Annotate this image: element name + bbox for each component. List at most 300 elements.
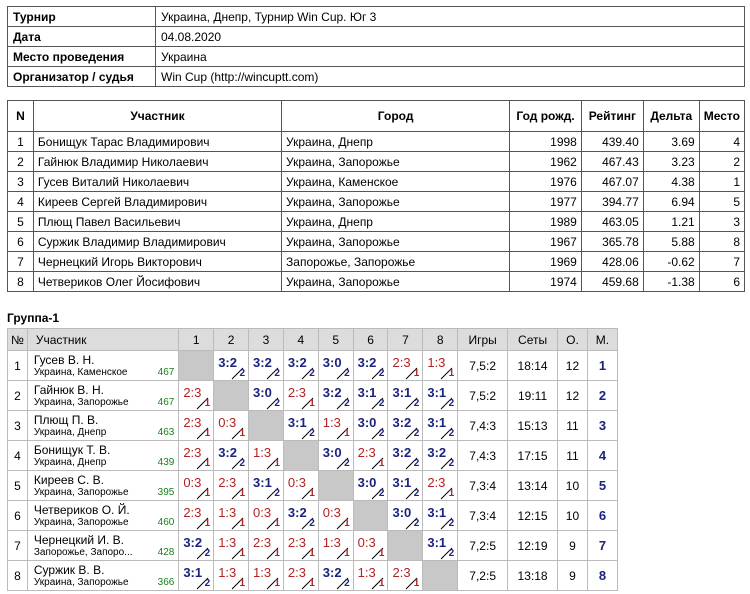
group-row [8,411,618,441]
player-rating: 467 [157,367,175,378]
match-points: 1 [413,368,420,379]
player-city: Украина, Запорожье [33,397,129,408]
group-header: 1 [179,329,214,351]
participant-cell: 1967 [510,232,582,252]
match-score: 0:3 [357,535,376,550]
match-points: 2 [378,428,385,439]
match-score: 3:0 [322,355,342,370]
match-score: 3:0 [392,505,412,520]
match-cell [388,441,423,471]
group-header: 4 [283,329,318,351]
participant-cell: 4.38 [643,172,699,192]
player-name: Гусев В. Н. [33,353,95,367]
participant-cell: 4 [8,192,34,212]
match-cell [423,531,458,561]
player-city: Украина, Каменское [33,367,128,378]
match-score: 3:2 [218,355,237,370]
group-header: 8 [423,329,458,351]
match-score: 0:3 [287,475,306,490]
player-rating: 439 [157,457,175,468]
match-score: 3:1 [427,415,447,430]
participant-cell: 394.77 [581,192,643,212]
participant-cell: 7 [699,252,744,272]
match-score: 1:3 [218,565,237,580]
match-points: 1 [378,548,385,559]
group-place: 4 [587,441,617,471]
match-score: 3:1 [392,385,412,400]
match-points: 2 [413,458,420,469]
group-row [8,351,618,381]
group-header: Сеты [508,329,558,351]
participant-cell: 6.94 [643,192,699,212]
match-points: 2 [448,548,455,559]
group-player [27,381,178,411]
participant-cell: 1976 [510,172,582,192]
match-cell [214,351,249,381]
match-points: 2 [344,578,350,589]
match-score: 1:3 [322,535,341,550]
group-games: 7,5:2 [458,351,508,381]
participant-cell: 1962 [510,152,582,172]
group-points: 10 [558,471,588,501]
match-cell [179,381,214,411]
match-points: 1 [344,518,350,529]
group-player [27,471,178,501]
participants-table [7,100,745,292]
player-rating: 395 [157,487,175,498]
player-name: Киреев С. В. [33,473,104,487]
match-score: 3:1 [427,505,447,520]
player-rating: 467 [157,397,175,408]
info-value: Win Cup (http://wincuptt.com) [156,67,745,87]
participant-cell: Украина, Каменское [282,172,510,192]
group-row-number: 5 [8,471,28,501]
participant-row [8,152,745,172]
info-row [8,47,745,67]
player-name: Плющ П. В. [33,413,99,427]
info-label: Место проведения [8,47,156,67]
tournament-info-table [7,6,745,87]
match-score: 3:2 [427,445,447,460]
match-points: 2 [448,458,455,469]
match-cell [423,501,458,531]
match-score: 1:3 [218,535,237,550]
match-cell [388,501,423,531]
match-score: 2:3 [287,565,306,580]
match-score: 3:1 [183,565,203,580]
match-score: 3:0 [357,475,377,490]
match-cell [214,411,249,441]
group-player [27,411,178,441]
match-cell [249,561,284,591]
participant-cell: -1.38 [643,272,699,292]
group-place: 8 [587,561,617,591]
match-points: 2 [344,398,350,409]
participant-cell: 3.23 [643,152,699,172]
match-points: 2 [274,398,280,409]
participant-cell: 8 [699,232,744,252]
match-cell [283,561,318,591]
participant-row [8,132,745,152]
match-cell [388,351,423,381]
info-value: 04.08.2020 [156,27,745,47]
participant-cell: 1.21 [643,212,699,232]
player-rating: 428 [157,547,175,558]
group-row-number: 4 [8,441,28,471]
group-row-number: 7 [8,531,28,561]
match-points: 2 [204,578,211,589]
match-cell [179,411,214,441]
participant-cell: 2 [8,152,34,172]
match-cell [249,471,284,501]
group-place: 1 [587,351,617,381]
participant-cell: 1 [8,132,34,152]
participant-cell: 3 [8,172,34,192]
match-cell [179,501,214,531]
match-score: 1:3 [357,565,376,580]
group-header: 3 [249,329,284,351]
match-points: 2 [344,368,350,379]
participant-cell: 5 [8,212,34,232]
match-cell [283,471,318,501]
group-games: 7,3:4 [458,501,508,531]
match-points: 1 [204,488,211,499]
match-points: 1 [274,518,280,529]
diagonal-cell [283,441,318,471]
match-points: 2 [204,548,211,559]
group-header: М. [587,329,617,351]
info-row [8,27,745,47]
participant-cell: 1974 [510,272,582,292]
participant-cell: Чернецкий Игорь Викторович [33,252,281,272]
match-score: 2:3 [183,415,202,430]
match-cell [423,381,458,411]
participant-cell: Плющ Павел Васильевич [33,212,281,232]
match-points: 1 [413,578,420,589]
info-row [8,67,745,87]
player-city: Украина, Запорожье [33,487,129,498]
match-cell [318,441,353,471]
match-score: 2:3 [183,505,202,520]
group-header: Игры [458,329,508,351]
participant-cell: 1977 [510,192,582,212]
match-points: 1 [274,578,280,589]
match-points: 2 [309,368,315,379]
match-score: 3:2 [322,385,342,400]
match-points: 1 [448,368,455,379]
group-points: 11 [558,441,588,471]
diagonal-cell [249,411,284,441]
match-score: 1:3 [427,355,446,370]
match-cell [423,441,458,471]
participant-cell: -0.62 [643,252,699,272]
match-cell [249,531,284,561]
match-score: 0:3 [322,505,341,520]
match-score: 0:3 [183,475,202,490]
group-sets: 19:11 [508,381,558,411]
match-points: 2 [378,398,385,409]
match-score: 3:2 [218,445,237,460]
group-points: 9 [558,561,588,591]
match-score: 3:2 [287,505,307,520]
info-label: Дата [8,27,156,47]
match-cell [283,531,318,561]
match-cell [214,471,249,501]
match-points: 1 [378,458,385,469]
match-cell [388,471,423,501]
match-score: 2:3 [183,445,202,460]
match-cell [214,501,249,531]
match-score: 1:3 [218,505,237,520]
group-sets: 13:14 [508,471,558,501]
group-games: 7,3:4 [458,471,508,501]
group-player [27,441,178,471]
match-score: 3:1 [287,415,307,430]
match-cell [388,561,423,591]
match-points: 2 [274,368,280,379]
match-points: 2 [448,518,455,529]
group-place: 7 [587,531,617,561]
match-score: 3:1 [357,385,377,400]
match-score: 1:3 [253,565,272,580]
participant-cell: 428.06 [581,252,643,272]
match-score: 3:2 [357,355,377,370]
group-games: 7,4:3 [458,411,508,441]
participant-cell: Киреев Сергей Владимирович [33,192,281,212]
participant-cell: 2 [699,152,744,172]
group-sets: 15:13 [508,411,558,441]
participant-cell: Украина, Днепр [282,132,510,152]
participant-cell: 1998 [510,132,582,152]
group-row [8,441,618,471]
match-score: 2:3 [392,565,411,580]
match-points: 1 [274,548,280,559]
match-score: 0:3 [253,505,272,520]
match-score: 2:3 [357,445,376,460]
group-header: 7 [388,329,423,351]
player-name: Бонищук Т. В. [33,443,111,457]
group-row [8,471,618,501]
diagonal-cell [318,471,353,501]
participant-cell: 1989 [510,212,582,232]
player-city: Украина, Запорожье [33,517,129,528]
participant-row [8,252,745,272]
player-city: Украина, Днепр [33,457,107,468]
group-games: 7,2:5 [458,531,508,561]
match-points: 2 [448,428,455,439]
group-games: 7,5:2 [458,381,508,411]
match-points: 2 [274,488,280,499]
match-cell [353,471,388,501]
group-header: 6 [353,329,388,351]
match-cell [318,531,353,561]
group-points: 10 [558,501,588,531]
participant-cell: 467.43 [581,152,643,172]
info-value: Украина [156,47,745,67]
match-points: 1 [204,398,211,409]
match-cell [214,441,249,471]
match-score: 3:2 [183,535,203,550]
participant-cell: 5 [699,192,744,212]
group-header: О. [558,329,588,351]
player-name: Суржик В. В. [33,563,105,577]
match-cell [249,501,284,531]
match-score: 3:1 [427,535,447,550]
match-points: 1 [309,398,315,409]
match-score: 3:2 [322,565,342,580]
match-points: 2 [239,368,246,379]
group-player [27,531,178,561]
match-score: 3:2 [253,355,272,370]
participants-header: Участник [33,101,281,132]
group-row-number: 8 [8,561,28,591]
group-place: 3 [587,411,617,441]
match-cell [283,501,318,531]
match-score: 2:3 [253,535,272,550]
match-cell [179,561,214,591]
participants-header: N [8,101,34,132]
group-sets: 17:15 [508,441,558,471]
diagonal-cell [353,501,388,531]
diagonal-cell [388,531,423,561]
player-city: Украина, Днепр [33,427,107,438]
participant-cell: 3.69 [643,132,699,152]
participant-cell: 439.40 [581,132,643,152]
group-header: № [8,329,28,351]
participant-cell: Запорожье, Запорожье [282,252,510,272]
match-cell [179,471,214,501]
info-row [8,7,745,27]
match-cell [318,381,353,411]
participant-row [8,212,745,232]
participant-cell: Гусев Виталий Николаевич [33,172,281,192]
participant-cell: Четвериков Олег Йосифович [33,272,281,292]
match-score: 3:1 [392,475,412,490]
match-cell [179,531,214,561]
match-score: 0:3 [218,415,237,430]
participant-cell: 7 [8,252,34,272]
match-points: 2 [413,518,420,529]
participant-row [8,272,745,292]
match-cell [388,381,423,411]
match-cell [249,351,284,381]
group-points: 9 [558,531,588,561]
match-cell [283,411,318,441]
match-points: 2 [344,458,350,469]
match-points: 1 [448,488,455,499]
player-name: Гайнюк В. Н. [33,383,104,397]
match-cell [283,381,318,411]
participant-cell: 8 [8,272,34,292]
match-points: 1 [274,458,280,469]
match-score: 2:3 [183,385,202,400]
match-score: 3:1 [253,475,272,490]
group-row [8,381,618,411]
group-title: Группа-1 [7,311,60,325]
match-cell [318,561,353,591]
match-points: 2 [309,518,315,529]
diagonal-cell [179,351,214,381]
group-grid [7,328,618,591]
match-score: 3:2 [287,355,307,370]
player-name: Чернецкий И. В. [33,533,125,547]
match-points: 2 [239,458,246,469]
participant-cell: 4 [699,132,744,152]
match-points: 2 [309,428,315,439]
participant-cell: 1969 [510,252,582,272]
diagonal-cell [214,381,249,411]
match-score: 3:2 [392,415,412,430]
match-cell [214,561,249,591]
group-player [27,561,178,591]
group-row-number: 6 [8,501,28,531]
participant-row [8,232,745,252]
match-score: 3:0 [253,385,272,400]
group-row-number: 3 [8,411,28,441]
match-cell [249,381,284,411]
match-score: 2:3 [287,385,306,400]
group-sets: 12:15 [508,501,558,531]
match-cell [423,471,458,501]
match-points: 2 [378,488,385,499]
match-points: 1 [309,548,315,559]
match-points: 2 [413,428,420,439]
participant-row [8,172,745,192]
participant-cell: 467.07 [581,172,643,192]
participant-cell: 1 [699,172,744,192]
group-row [8,531,618,561]
match-cell [283,351,318,381]
match-cell [423,411,458,441]
participant-cell: 6 [8,232,34,252]
match-points: 1 [344,548,350,559]
group-points: 12 [558,351,588,381]
participant-cell: 3 [699,212,744,232]
group-sets: 13:18 [508,561,558,591]
match-points: 1 [204,428,211,439]
match-cell [249,441,284,471]
group-row-number: 2 [8,381,28,411]
match-cell [353,381,388,411]
participants-header: Дельта [643,101,699,132]
match-score: 3:1 [427,385,447,400]
participant-cell: Украина, Днепр [282,212,510,232]
group-games: 7,4:3 [458,441,508,471]
participant-cell: Украина, Запорожье [282,232,510,252]
match-points: 1 [239,428,246,439]
match-points: 1 [239,488,246,499]
participant-cell: Украина, Запорожье [282,192,510,212]
participants-header: Рейтинг [581,101,643,132]
participant-cell: Украина, Запорожье [282,272,510,292]
participant-cell: 6 [699,272,744,292]
participant-cell: Суржик Владимир Владимирович [33,232,281,252]
match-cell [318,411,353,441]
match-score: 1:3 [253,445,272,460]
player-city: Украина, Запорожье [33,577,129,588]
group-place: 2 [587,381,617,411]
participant-cell: Гайнюк Владимир Николаевич [33,152,281,172]
participant-cell: 459.68 [581,272,643,292]
player-city: Запорожье, Запоро... [33,547,133,558]
group-sets: 12:19 [508,531,558,561]
match-points: 1 [204,458,211,469]
participant-cell: 365.78 [581,232,643,252]
info-label: Турнир [8,7,156,27]
match-score: 1:3 [322,415,341,430]
match-points: 1 [204,518,211,529]
participant-cell: Бонищук Тарас Владимирович [33,132,281,152]
